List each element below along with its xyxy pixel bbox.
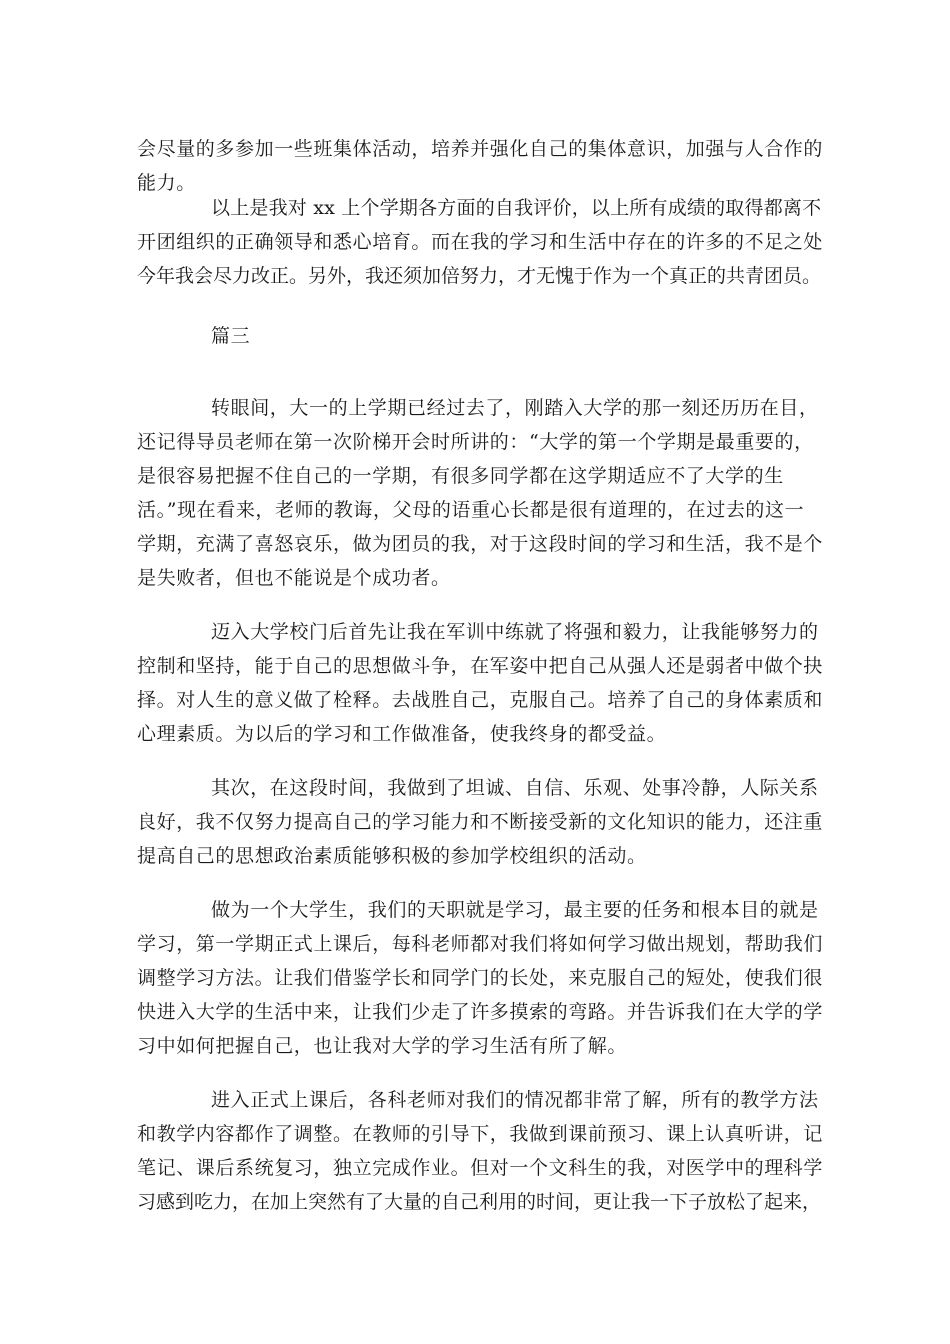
text-line: 开团组织的正确领导和悉心培育。而在我的学习和生活中存在的许多的不足之处 xyxy=(137,231,824,253)
text-line: 和教学内容都作了调整。在教师的引导下，我做到课前预习、课上认真听讲，记 xyxy=(137,1123,824,1145)
text-line: 习中如何把握自己，也让我对大学的学习生活有所了解。 xyxy=(137,1035,628,1057)
text-line: 习感到吃力，在加上突然有了大量的自己利用的时间，更让我一下子放松了起来， xyxy=(137,1191,822,1213)
text-line: 控制和坚持，能于自己的思想做斗争，在军姿中把自己从强人还是弱者中做个抉 xyxy=(137,655,824,677)
text-line: 转眼间，大一的上学期已经过去了，刚踏入大学的那一刻还历历在目， xyxy=(211,397,819,419)
text-line: 良好，我不仅努力提高自己的学习能力和不断接受新的文化知识的能力，还注重 xyxy=(137,811,824,833)
text-line: 提高自己的思想政治素质能够积极的参加学校组织的活动。 xyxy=(137,845,647,867)
text-line: 学习，第一学期正式上课后，每科老师都对我们将如何学习做出规划，帮助我们 xyxy=(137,933,824,955)
text-line: 会尽量的多参加一些班集体活动，培养并强化自己的集体意识，加强与人合作的 xyxy=(137,138,824,160)
text-line: 今年我会尽力改正。另外，我还须加倍努力，才无愧于作为一个真正的共青团员。 xyxy=(137,265,822,287)
text-line: 进入正式上课后，各科老师对我们的情况都非常了解，所有的教学方法 xyxy=(211,1089,819,1111)
text-line: 学期，充满了喜怒哀乐，做为团员的我，对于这段时间的学习和生活，我不是个 xyxy=(137,533,824,555)
text-line: 迈入大学校门后首先让我在军训中练就了将强和毅力，让我能够努力的 xyxy=(211,621,819,643)
text-line: 其次，在这段时间，我做到了坦诚、自信、乐观、处事冷静，人际关系 xyxy=(211,777,819,799)
text-line: 笔记、课后系统复习，独立完成作业。但对一个文科生的我，对医学中的理科学 xyxy=(137,1157,824,1179)
text-line: 心理素质。为以后的学习和工作做准备，使我终身的都受益。 xyxy=(137,723,667,745)
text-line: 活。”现在看来，老师的教诲，父母的语重心长都是很有道理的，在过去的这一 xyxy=(137,499,805,521)
text-line: 快进入大学的生活中来，让我们少走了许多摸索的弯路。并告诉我们在大学的学 xyxy=(137,1001,824,1023)
text-line: 做为一个大学生，我们的天职就是学习，最主要的任务和根本目的就是 xyxy=(211,899,819,921)
text-line: 能力。 xyxy=(137,172,196,194)
section-heading: 篇三 xyxy=(211,325,251,347)
text-line: 还记得导员老师在第一次阶梯开会时所讲的：“大学的第一个学期是最重要的， xyxy=(137,431,814,453)
text-line: 择。对人生的意义做了栓释。去战胜自己，克服自己。培养了自己的身体素质和 xyxy=(137,689,824,711)
text-line: 调整学习方法。让我们借鉴学长和同学门的长处，来克服自己的短处，使我们很 xyxy=(137,967,824,989)
text-line: 是失败者，但也不能说是个成功者。 xyxy=(137,567,451,589)
text-line: 以上是我对 xx 上个学期各方面的自我评价，以上所有成绩的取得都离不 xyxy=(211,197,822,219)
text-line: 是很容易把握不住自己的一学期，有很多同学都在这学期适应不了大学的生 xyxy=(137,465,784,487)
